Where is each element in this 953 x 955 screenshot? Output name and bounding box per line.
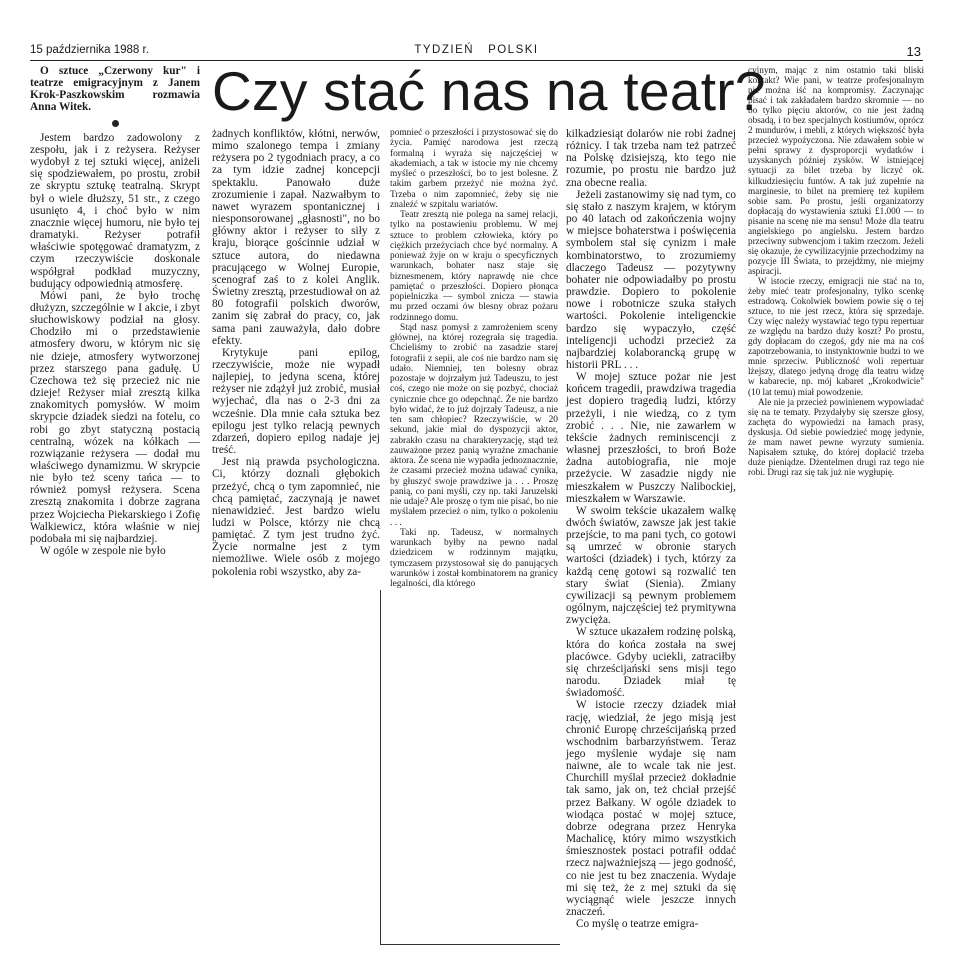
column-divider-bottom: [380, 944, 560, 945]
column-divider: [380, 590, 381, 945]
paragraph: W istocie rzeczy, emigracji nie stać na to, żeby mieć teatr profesjonalny, tylko scenkę estradową. Cokolwiek bowiem powie się o tej sztuce, to nie jest rzecz, która się sprzedaje. Czy więc należy wystawiać tego typu repertuar ze względu na bardzo duży koszt? Po prostu, gdy dopłacam do czegoś, gdy nie ma na coś zapotrzebowania, to instynktownie budzi to we mnie sprzeciw. Publiczność woli repertuar lżejszy, dlatego jedyną drogę dla teatru widzę w kabarecie, np. mój kabaret „Krokodwicie" (10 lat temu) miał powodzenie.: [748, 275, 924, 397]
paragraph: Teatr zresztą nie polega na samej relacji, tylko na postawieniu problemu. W mej sztuce to problem człowieka, który po ciężkich przeżyciach chce być normalny. A ponieważ żyje on w kraju o specyficznych warunkach, bohater nasz staje się biznesmenem, który naprawdę nie chce pamiętać o przeszłości. Dopiero płonąca popielniczka — symbol znicza — stawia mu przed oczami ów blesny obraz pożaru rodzinnego domu.: [390, 210, 558, 323]
paragraph: Taki np. Tadeusz, w normalnych warunkach byłby na pewno nadal dziedzicem w rodzinnym majątku, tymczasem przystosował się do panujących warunków i został kombinatorem na granicy legalności, dla którego: [390, 527, 558, 589]
article-intro: O sztuce „Czerwony kur" i teatrze emigracyjnym z Janem Krok-Paszkowskim rozmawia Anna Witek.: [30, 65, 200, 114]
article-headline: Czy stać nas na teatr?: [212, 60, 766, 122]
article-column-4: [566, 128, 736, 948]
article-column-5: [748, 65, 924, 485]
paragraph: W istocie rzeczy dziadek miał rację, wiedział, że jego misją jest chronić Europę chrześcijańską przed wschodnim barbarzyństwem. Teraz jego myślenie wydaje się nam naiwne, ale to wcale tak nie jest. Churchill myślał przecież dokładnie tak samo, jak on, też chciał przejść przez Bałkany. W ogóle dziadek to wiodąca postać w mojej sztuce, dobrze odegrana przez Henryka Machalicę, który mimo wszystkich śmiesznostek postaci potrafił oddać rzecz najważniejszą — jego godność, co nie jest tu bez znaczenia. Wydaje mi się też, że z mej sztuki da się wyciągnąć wiele jeszcze innych znaczeń.: [566, 699, 736, 918]
paragraph: Mówi pani, że było trochę dłużyzn, szczególnie w I akcie, i zbyt słuchowiskowy podział na głosy. Chodziło mi o przedstawienie atmosfery dworu, w którym nic się nie dzieje, atmosfery wytworzonej przez starszego pana gadułę. U Czechowa też się przecież nic nie dzieje! Reżyser miał zresztą kilka znakomitych pomysłów. W moim skrypcie dziadek siedzi na fotelu, co robi go zbyt statyczną postacią centralną, wózek na kółkach — rozwiązanie reżysera — dodał mu właściwego dynamizmu. W skrypcie nie było też sceny tańca — to również pomysł reżysera. Scena zresztą znakomita i dobrze zagrana przez Wojciecha Piekarskiego i Zofię Walkiewicz, która właśnie w niej podobała mi się najbardziej.: [30, 289, 200, 545]
bullet-separator: [30, 118, 200, 130]
paragraph: Stąd nasz pomysł z zamrożeniem sceny głównej, na której rozegrała się tragedia. Chcieliśmy to zrobić na zasadzie starej fotografii z sepii, ale coś nie bardzo nam się udało. Niemniej, ten bolesny obraz pozostaje w dojrzałym już Tadeuszu, to jest coś, czego nie może on się pozbyć, chociaż cynicznie chce go odepchnąć. Że nie bardzo było widać, że to już dojrzały Tadeusz, a nie ten sam chłopiec? Rzeczywiście, w 20 sekund, jakie miał do dyspozycji aktor, zabrakło czasu na charakteryzację, stąd też zauważone przez panią wyraźne zmachanie aktora. Że scena nie wypadła jednoznacznie, że czasami przecież można udawać cynika, by głuszyć swoje prawdziwe ja . . . Proszę panią, co pani myśli, czy np. taki Jaruzelski nie udaje? Ale proszę o tym nie pisać, bo nie myślałem przecież o nim, tylko o pokoleniu . . .: [390, 322, 558, 528]
article-column-1: [30, 65, 200, 585]
newspaper-title: [30, 44, 923, 56]
page-number: 13: [906, 44, 921, 59]
paragraph: pomnieć o przeszłości i przystosować się do życia. Pamięć narodowa jest rzeczą formalną i wyraża się najczęściej w akademiach, a tak w istocie my nie chcemy myśleć o przeszłości, bo to jest bolesne. Z takim garbem przeżyć nie można żyć. Trzeba o nim zapomnieć, żeby się nie znaleźć w szpitalu wariatów.: [390, 128, 558, 210]
paragraph: Jeżeli zastanowimy się nad tym, co się stało z naszym krajem, w którym po 40 latach od zakończenia wojny w miejsce bohaterstwa i poświęcenia symbolem stał się cynizm i małe kombinatorstwo, to zrozumiemy dlaczego Tadeusz — pozytywny bohater nie odpowiadałby po prostu prawdzie. Dopiero to pokolenie nowe i robotnicze szuka stałych wartości. Pokolenie inteligenckie bardzo się wypaczyło, część inteligencji uchodzi przecież za najbardziej kolaborancką grupę w historii PRL . . .: [566, 188, 736, 371]
paragraph: W swoim tekście ukazałem walkę dwóch światów, zawsze jak jest takie przejście, to ma pani tych, co gotowi są umrzeć w obronie starych wartości (dziadek) i tych, którzy za każdą cenę gotowi są rozwalić ten stary świat (Sienia). Zmiany cywilizacji są pewnym problemem ogólnym, najczęściej też prymitywna zwycięża.: [566, 504, 736, 627]
paragraph: Ale nie ja przecież powinienem wypowiadać się na te tematy. Przydałyby się szersze głosy, zachęta do wypowiedzi na łamach prasy, dyskusja. Od siebie powiedzieć mogę jedynie, że mam nawet pewne wyrzuty sumienia. Napisałem sztukę, do której dopłacić trzeba duże pieniądze. Dżentelmen drugi raz tego nie robi. Drugi raz się tak już nie wygłupię.: [748, 396, 924, 477]
paragraph: W ogóle w zespole nie było: [40, 545, 166, 558]
paragraph: Jestem bardzo zadowolony z zespołu, jak i z reżysera. Reżyser wydobył z tej sztuki więcej, aniżeli się spodziewałem, po prostu, zrobił ze skryptu sztukę teatralną. Skrypt był o wiele dłuższy, 51 str., z czego usunięto 4, i choć było w nim znacznie więcej humoru, nie było tej dramatyki. Reżyser potrafił właściwie spotęgować dramatyzm, z czym rzeczywiście doskonale współgrał podkład muzyczny, budujący odpowiednią atmosferę.: [30, 131, 200, 290]
paragraph: W mojej sztuce pożar nie jest końcem tragedii, prawdziwa tragedia jest dopiero tragedią ludzi, którzy przeżyli, i nie wiedzą, co z tym zrobić . . . Nie, nie zawarłem w tekście żadnych reminiscencji z własnej przeszłości, to broń Boże żadna autobiografia, nie moje przeżycie. W zasadzie nigdy nie mieszkałem w Puszczy Nalibockiej, mieszkałem w Warszawie.: [566, 371, 736, 505]
paragraph: Co myślę o teatrze emigra-: [576, 918, 699, 931]
article-column-3: [390, 128, 558, 588]
paragraph: żadnych konfliktów, kłótni, nerwów, mimo szalonego tempa i zmiany reżysera po 2 tygodniach pracy, a co za tym idzie zadnej koncepcji spektaklu. Panowało duże zrozumienie i zapał. Nazwałbym to nawet wyrazem spontanicznej i niesponsorowanej „głasnosti", no bo główny aktor i reżyser to siły z kraju, biorące gościnnie udział w sztuce autora, do niedawna pracującego w Wolnej Europie, scenograf zaś to z kolei Anglik. Świetny zresztą, przestudiował on aż 80 fotografii polskich dworów, zanim się zabrał do pracy, co, jak sama pani zauważyła, dało dobre efekty.: [212, 128, 380, 347]
article-column-2: [212, 128, 380, 588]
paragraph: Krytykuje pani epilog, rzeczywiście, może nie wypadł najlepiej, to jedyna scena, której reżyser nie zdążył już zrobić, musiał wyjechać, dla nas o 2-3 dni za wcześnie. Dla mnie cała sztuka bez epilogu jest tylko relacją pewnych zdarzeń, dopiero epilog nadaje jej treść.: [212, 346, 380, 457]
paragraph: cyjnym, mając z nim ostatnio taki bliski kontakt? Wie pani, w teatrze profesjonalnym nie można iść na kompromisy. Zaczynając pisać i tak zakładałem bardzo skromnie — no bo tylko pięciu aktorów, co nie jest żadną obsadą, i to bez specjalnych kostiumów, oprócz 2 mundurów, i mebli, z których większość była przecież wypożyczona. Nie zdawałem sobie w pełni sprawy z dysproporcji wydatków i uzyskanych później zysków. W istniejącej sytuacji za bilet trzeba by liczyć ok. kilkudziesięciu funtów. A tak już zupełnie na marginesie, to bilet na premierę też kupiłem sobie sam. Po prostu, jeśli organizatorzy dopłacają do wystawienia sztuki £1.000 — to pisanie na scenę nie ma sensu! Może dla teatru angielskiego po angielsku. Jestem bardzo przeciwny subwencjom i takim rzeczom. Jeżeli się okazuje, że cywilizacyjnie przechodzimy na pozycje III Świata, to przejdźmy, nie miejmy aspiracji.: [748, 65, 924, 276]
newspaper-title-part-1: TYDZIEŃ: [414, 44, 475, 56]
newspaper-title-part-2: POLSKI: [488, 44, 539, 56]
paragraph: W sztuce ukazałem rodzinę polską, która do końca została na swej placówce. Gdyby uciekli, zatraciłby się chrześcijański sens misji tego narodu. Dziadek miał tę świadomość.: [566, 626, 736, 700]
issue-date: 15 października 1988 r.: [30, 44, 149, 56]
paragraph: kilkadziesiąt dolarów nie robi żadnej różnicy. I tak trzeba nam też patrzeć na Polskę dzisiejszą, kto tego nie rozumie, po prostu nie bardzo już zna obecne realia.: [566, 128, 736, 189]
paragraph: Jest nią prawda psychologiczna. Ci, którzy doznali głębokich przeżyć, chcą o tym zapomnieć, nie chcą pamiętać, zaczynają je nawet nienawidzieć. Jest bardzo wielu ludzi w Polsce, którzy nie chcą pamiętać. Z tym jest trudno żyć. Życie normalne jest z tym niemożliwe. Wiele osób z mojego pokolenia robi wszystko, aby za-: [212, 456, 380, 578]
